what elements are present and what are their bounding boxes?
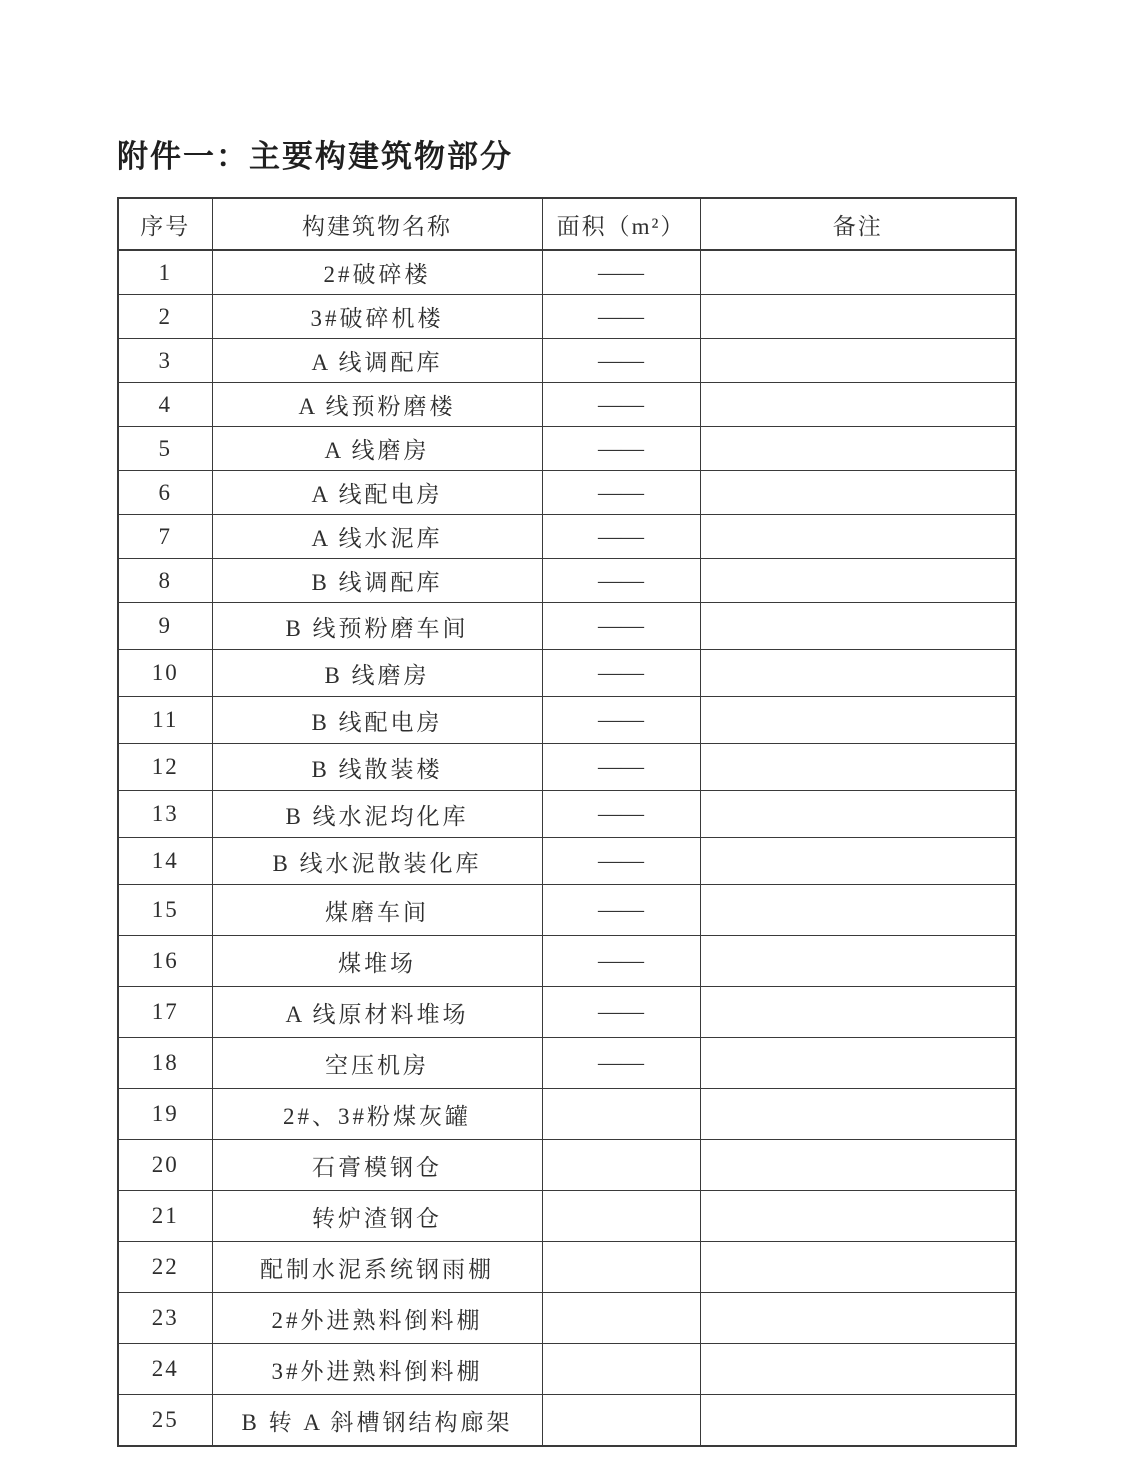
cell-name: B 线水泥均化库: [212, 791, 542, 838]
cell-no: 12: [118, 744, 212, 791]
cell-area: ——: [542, 697, 700, 744]
cell-no: 23: [118, 1293, 212, 1344]
table-row: [118, 471, 1016, 515]
cell-no: 15: [118, 885, 212, 936]
cell-name: 煤磨车间: [212, 885, 542, 936]
page-title: 附件一：主要构建筑物部分: [117, 139, 513, 174]
header-cell-name: 构建筑物名称: [212, 198, 542, 250]
cell-area: ——: [542, 339, 700, 383]
cell-remark: [700, 471, 1016, 515]
cell-remark: [700, 383, 1016, 427]
table-row: [118, 603, 1016, 650]
cell-area: [542, 1293, 700, 1344]
cell-area: [542, 1395, 700, 1447]
cell-area: ——: [542, 295, 700, 339]
table-row: [118, 936, 1016, 987]
cell-area: ——: [542, 650, 700, 697]
table-row: [118, 515, 1016, 559]
cell-no: 4: [118, 383, 212, 427]
cell-name: 2#破碎楼: [212, 250, 542, 295]
cell-area: ——: [542, 603, 700, 650]
table-row: [118, 383, 1016, 427]
cell-area: [542, 1344, 700, 1395]
table-row: [118, 1344, 1016, 1395]
cell-name: B 线配电房: [212, 697, 542, 744]
cell-remark: [700, 250, 1016, 295]
cell-area: ——: [542, 383, 700, 427]
cell-name: B 线散装楼: [212, 744, 542, 791]
cell-no: 14: [118, 838, 212, 885]
cell-name: 配制水泥系统钢雨棚: [212, 1242, 542, 1293]
cell-remark: [700, 427, 1016, 471]
table-row: [118, 339, 1016, 383]
table-row: [118, 650, 1016, 697]
cell-name: A 线预粉磨楼: [212, 383, 542, 427]
table-row: [118, 1089, 1016, 1140]
cell-remark: [700, 1089, 1016, 1140]
cell-name: 煤堆场: [212, 936, 542, 987]
cell-no: 21: [118, 1191, 212, 1242]
cell-no: 19: [118, 1089, 212, 1140]
cell-name: A 线配电房: [212, 471, 542, 515]
cell-no: 13: [118, 791, 212, 838]
cell-no: 5: [118, 427, 212, 471]
cell-area: ——: [542, 885, 700, 936]
cell-no: 8: [118, 559, 212, 603]
table-row: [118, 1140, 1016, 1191]
cell-remark: [700, 339, 1016, 383]
cell-remark: [700, 1191, 1016, 1242]
table-row: [118, 559, 1016, 603]
cell-remark: [700, 987, 1016, 1038]
cell-name: 石膏模钢仓: [212, 1140, 542, 1191]
table-row: [118, 427, 1016, 471]
header-cell-area: 面积（m²）: [542, 198, 700, 250]
cell-remark: [700, 791, 1016, 838]
cell-remark: [700, 650, 1016, 697]
cell-no: 7: [118, 515, 212, 559]
header-cell-remark: 备注: [700, 198, 1016, 250]
cell-no: 22: [118, 1242, 212, 1293]
cell-name: 空压机房: [212, 1038, 542, 1089]
cell-remark: [700, 1395, 1016, 1447]
cell-name: 2#外进熟料倒料棚: [212, 1293, 542, 1344]
cell-name: 3#破碎机楼: [212, 295, 542, 339]
cell-no: 16: [118, 936, 212, 987]
cell-remark: [700, 559, 1016, 603]
cell-area: [542, 1140, 700, 1191]
cell-no: 9: [118, 603, 212, 650]
cell-no: 6: [118, 471, 212, 515]
cell-no: 10: [118, 650, 212, 697]
cell-area: [542, 1242, 700, 1293]
cell-no: 17: [118, 987, 212, 1038]
cell-remark: [700, 838, 1016, 885]
cell-name: B 线磨房: [212, 650, 542, 697]
cell-name: B 线预粉磨车间: [212, 603, 542, 650]
cell-name: B 线调配库: [212, 559, 542, 603]
table-row: [118, 987, 1016, 1038]
header-cell-no: 序号: [118, 198, 212, 250]
cell-area: ——: [542, 936, 700, 987]
cell-remark: [700, 603, 1016, 650]
cell-no: 3: [118, 339, 212, 383]
cell-no: 18: [118, 1038, 212, 1089]
cell-remark: [700, 1293, 1016, 1344]
cell-no: 11: [118, 697, 212, 744]
cell-area: ——: [542, 559, 700, 603]
cell-name: A 线原材料堆场: [212, 987, 542, 1038]
cell-remark: [700, 515, 1016, 559]
cell-area: ——: [542, 987, 700, 1038]
cell-no: 2: [118, 295, 212, 339]
table-row: [118, 697, 1016, 744]
table-row: [118, 295, 1016, 339]
cell-area: ——: [542, 515, 700, 559]
cell-remark: [700, 936, 1016, 987]
cell-no: 20: [118, 1140, 212, 1191]
cell-remark: [700, 1140, 1016, 1191]
cell-area: ——: [542, 250, 700, 295]
cell-area: ——: [542, 838, 700, 885]
cell-area: ——: [542, 471, 700, 515]
cell-remark: [700, 744, 1016, 791]
cell-area: ——: [542, 744, 700, 791]
cell-name: B 线水泥散装化库: [212, 838, 542, 885]
cell-name: A 线调配库: [212, 339, 542, 383]
cell-no: 1: [118, 250, 212, 295]
table-row: [118, 885, 1016, 936]
table-row: [118, 744, 1016, 791]
cell-area: ——: [542, 1038, 700, 1089]
cell-remark: [700, 295, 1016, 339]
table-row: [118, 791, 1016, 838]
cell-name: A 线磨房: [212, 427, 542, 471]
cell-name: A 线水泥库: [212, 515, 542, 559]
table-row: [118, 838, 1016, 885]
table-row: [118, 1242, 1016, 1293]
cell-remark: [700, 697, 1016, 744]
cell-area: ——: [542, 791, 700, 838]
cell-area: [542, 1191, 700, 1242]
cell-area: [542, 1089, 700, 1140]
cell-no: 24: [118, 1344, 212, 1395]
table-row: [118, 1038, 1016, 1089]
cell-name: 转炉渣钢仓: [212, 1191, 542, 1242]
cell-area: ——: [542, 427, 700, 471]
cell-remark: [700, 1242, 1016, 1293]
table-row: [118, 250, 1016, 295]
cell-name: B 转 A 斜槽钢结构廊架: [212, 1395, 542, 1447]
cell-no: 25: [118, 1395, 212, 1447]
table-row: [118, 1191, 1016, 1242]
cell-remark: [700, 1038, 1016, 1089]
cell-name: 2#、3#粉煤灰罐: [212, 1089, 542, 1140]
cell-name: 3#外进熟料倒料棚: [212, 1344, 542, 1395]
table-body: [118, 250, 1016, 1446]
table-row: [118, 1395, 1016, 1447]
building-table: [117, 197, 1017, 1447]
cell-remark: [700, 1344, 1016, 1395]
table-header-row: [118, 198, 1016, 250]
table-row: [118, 1293, 1016, 1344]
cell-remark: [700, 885, 1016, 936]
